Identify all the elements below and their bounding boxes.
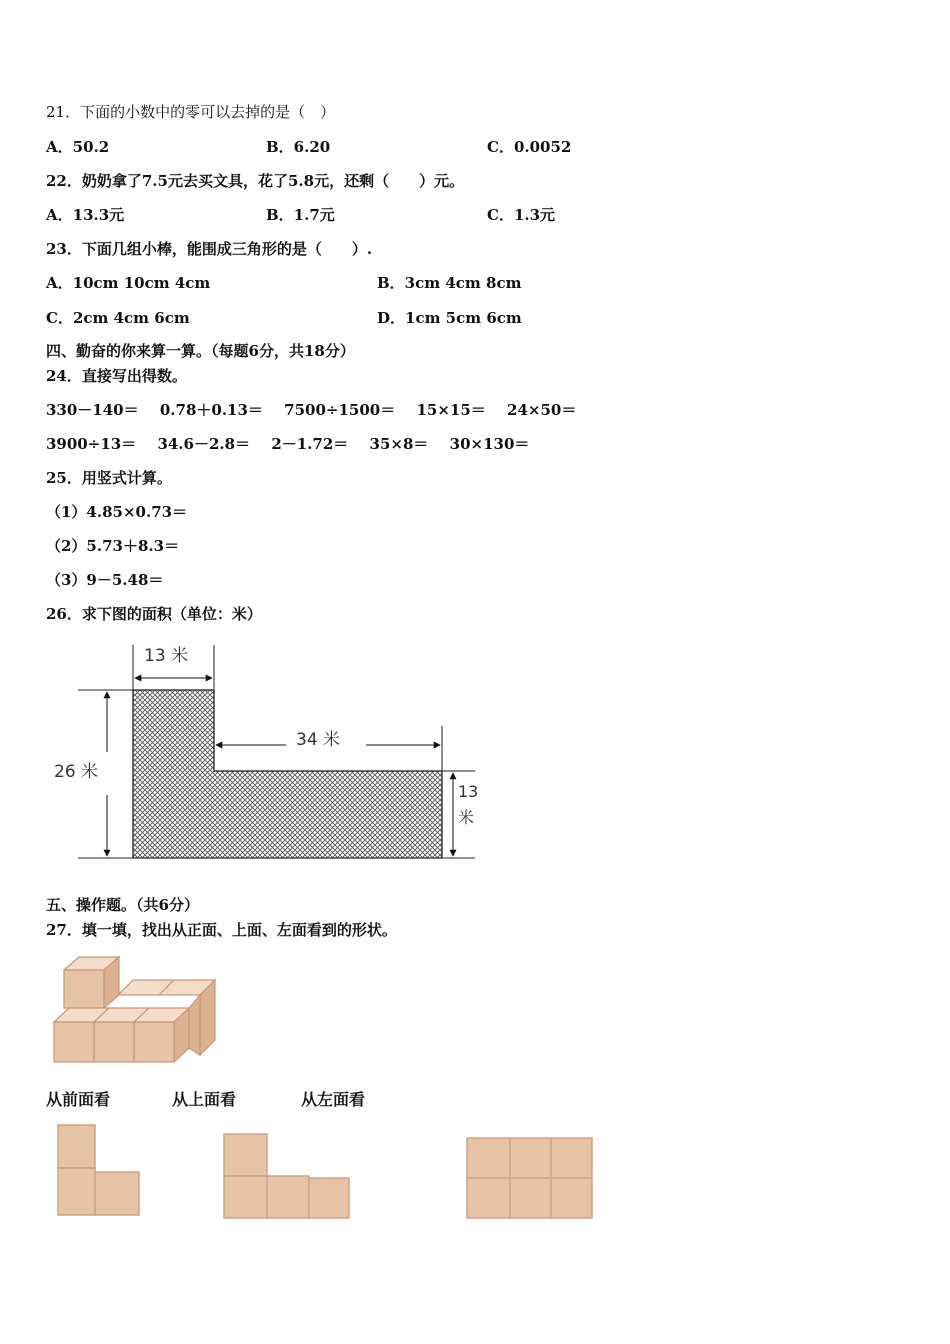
q24-item: 30×130＝: [449, 435, 530, 453]
q27-stem: 27．填一填，找出从正面、上面、左面看到的形状。: [46, 921, 397, 939]
q22-option-c: C．1.3元: [487, 206, 556, 224]
label-right-unit: 米: [458, 808, 475, 827]
q22-option-b: B．1.7元: [266, 206, 335, 224]
q22-option-a: A．13.3元: [46, 206, 125, 224]
view-label-left: 从左面看: [301, 1090, 366, 1109]
q22-stem: 22．奶奶拿了7.5元去买文具，花了5.8元，还剩（ ）元。: [46, 172, 465, 190]
q23-stem: 23．下面几组小棒，能围成三角形的是（ ）.: [46, 240, 373, 258]
q25-item-2: （2）5.73＋8.3＝: [46, 537, 180, 555]
q24-item: 34.6－2.8＝: [157, 435, 251, 453]
shape-front-view: [58, 1125, 139, 1215]
label-top: 13 米: [144, 646, 189, 666]
q24-item: 330－140＝: [46, 401, 139, 419]
shape-top-view: [224, 1134, 349, 1218]
q24-stem: 24．直接写出得数。: [46, 367, 187, 385]
q23-option-d: D．1cm 5cm 6cm: [377, 309, 522, 327]
label-middle: 34 米: [296, 730, 341, 750]
label-right-num: 13: [458, 782, 479, 801]
q24-item: 35×8＝: [369, 435, 429, 453]
section-4-heading: 四、勤奋的你来算一算。（每题6分，共18分）: [46, 342, 355, 360]
q25-item-1: （1）4.85×0.73＝: [46, 503, 188, 521]
q24-item: 7500÷1500＝: [284, 401, 396, 419]
q21-option-c: C．0.0052: [487, 138, 572, 156]
q24-item: 0.78＋0.13＝: [159, 401, 263, 419]
view-label-top: 从上面看: [172, 1090, 237, 1109]
q21-option-a: A．50.2: [46, 138, 110, 156]
q23-option-c: C．2cm 4cm 6cm: [46, 309, 190, 327]
q21-option-b: B．6.20: [266, 138, 331, 156]
label-left: 26 米: [54, 762, 99, 782]
shape-left-view: [467, 1138, 592, 1218]
q24-item: 15×15＝: [416, 401, 486, 419]
q23-option-b: B．3cm 4cm 8cm: [377, 274, 522, 292]
q21-stem: 21．下面的小数中的零可以去掉的是（ ）: [46, 103, 336, 121]
section-5-heading: 五、操作题。（共6分）: [46, 896, 199, 914]
q23-option-a: A．10cm 10cm 4cm: [46, 274, 211, 292]
q25-stem: 25．用竖式计算。: [46, 469, 172, 487]
q24-item: 2－1.72＝: [271, 435, 349, 453]
q26-stem: 26．求下图的面积（单位：米）: [46, 605, 262, 623]
q24-item: 3900÷13＝: [46, 435, 137, 453]
q24-item: 24×50＝: [507, 401, 577, 419]
view-label-front: 从前面看: [46, 1090, 111, 1109]
q25-item-3: （3）9－5.48＝: [46, 571, 164, 589]
